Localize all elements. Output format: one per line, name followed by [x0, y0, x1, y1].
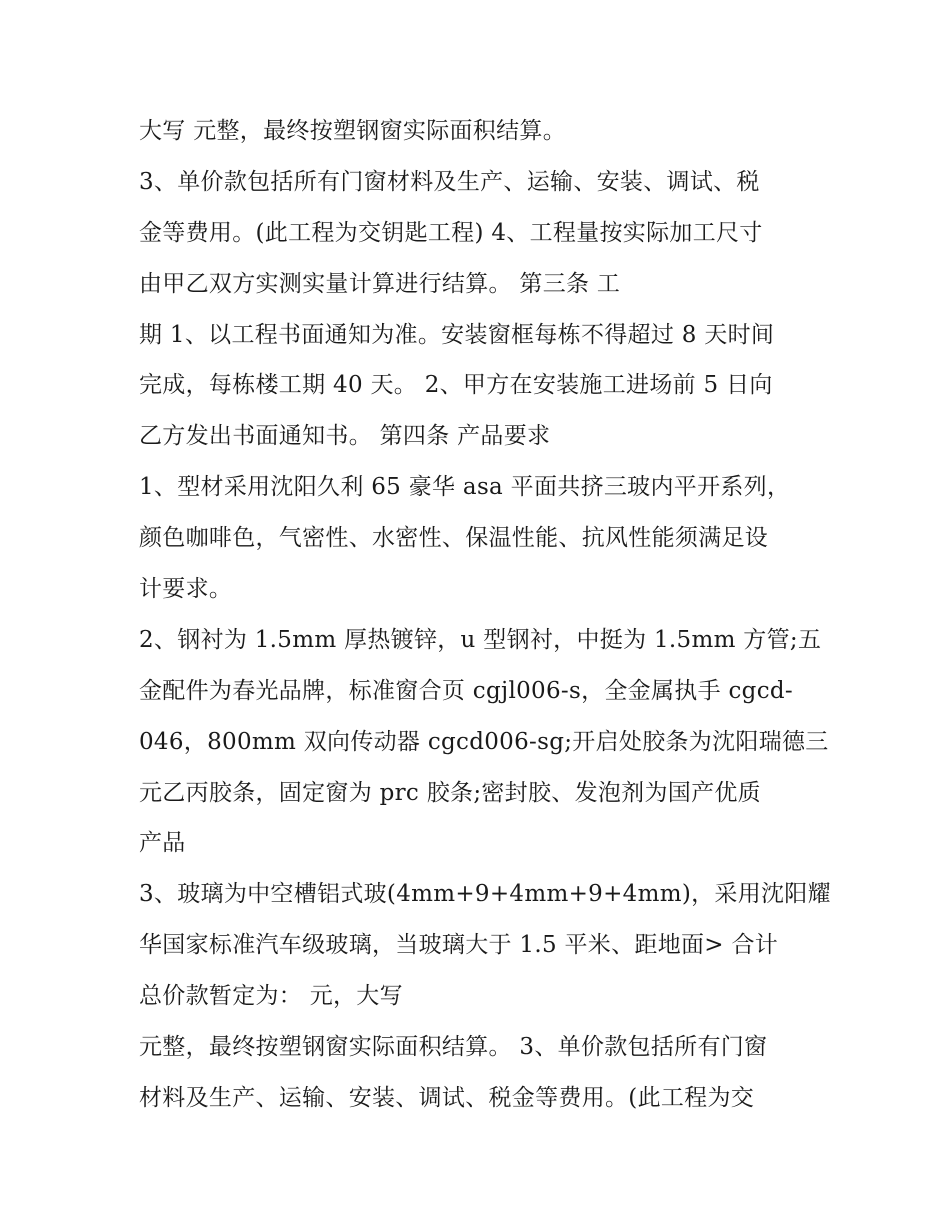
text-line: 计要求。 [139, 576, 233, 603]
text-line: 金配件为春光品牌，标准窗合页 cgjl006-s，全金属执手 cgcd- [139, 677, 793, 704]
text-line: 金等费用。(此工程为交钥匙工程) 4、工程量按实际加工尺寸 [139, 219, 763, 246]
text-line: 2、钢衬为 1.5mm 厚热镀锌，u 型钢衬，中挺为 1.5mm 方管;五 [139, 626, 822, 653]
text-line: 材料及生产、运输、安装、调试、税金等费用。(此工程为交 [139, 1084, 755, 1111]
text-line: 期 1、以工程书面通知为准。安装窗框每栋不得超过 8 天时间 [139, 321, 775, 348]
text-line: 046，800mm 双向传动器 cgcd006-sg;开启处胶条为沈阳瑞德三 [139, 728, 829, 755]
body-text [139, 106, 829, 1124]
text-line: 颜色咖啡色，气密性、水密性、保温性能、抗风性能须满足设 [139, 525, 769, 552]
text-line: 大写 元整，最终按塑钢窗实际面积结算。 [139, 118, 567, 144]
text-line: 1、型材采用沈阳久利 65 豪华 asa 平面共挤三玻内平开系列， [139, 474, 791, 501]
text-line: 3、单价款包括所有门窗材料及生产、运输、安装、调试、税 [139, 168, 760, 195]
text-line: 元整，最终按塑钢窗实际面积结算。 3、单价款包括所有门窗 [139, 1034, 768, 1061]
text-line: 元乙丙胶条，固定窗为 prc 胶条;密封胶、发泡剂为国产优质 [139, 779, 761, 806]
text-line: 3、玻璃为中空槽铝式玻(4mm+9+4mm+9+4mm)，采用沈阳耀 [139, 881, 831, 908]
text-line: 完成，每栋楼工期 40 天。 2、甲方在安装施工进场前 5 日向 [139, 372, 773, 399]
text-line: 乙方发出书面通知书。 第四条 产品要求 [139, 423, 551, 450]
text-line: 总价款暂定为： 元，大写 [139, 983, 403, 1010]
text-line: 华国家标准汽车级玻璃，当玻璃大于 1.5 平米、距地面> 合计 [139, 932, 779, 959]
text-line: 由甲乙双方实测实量计算进行结算。 第三条 工 [139, 270, 621, 297]
text-line: 产品 [139, 830, 186, 857]
